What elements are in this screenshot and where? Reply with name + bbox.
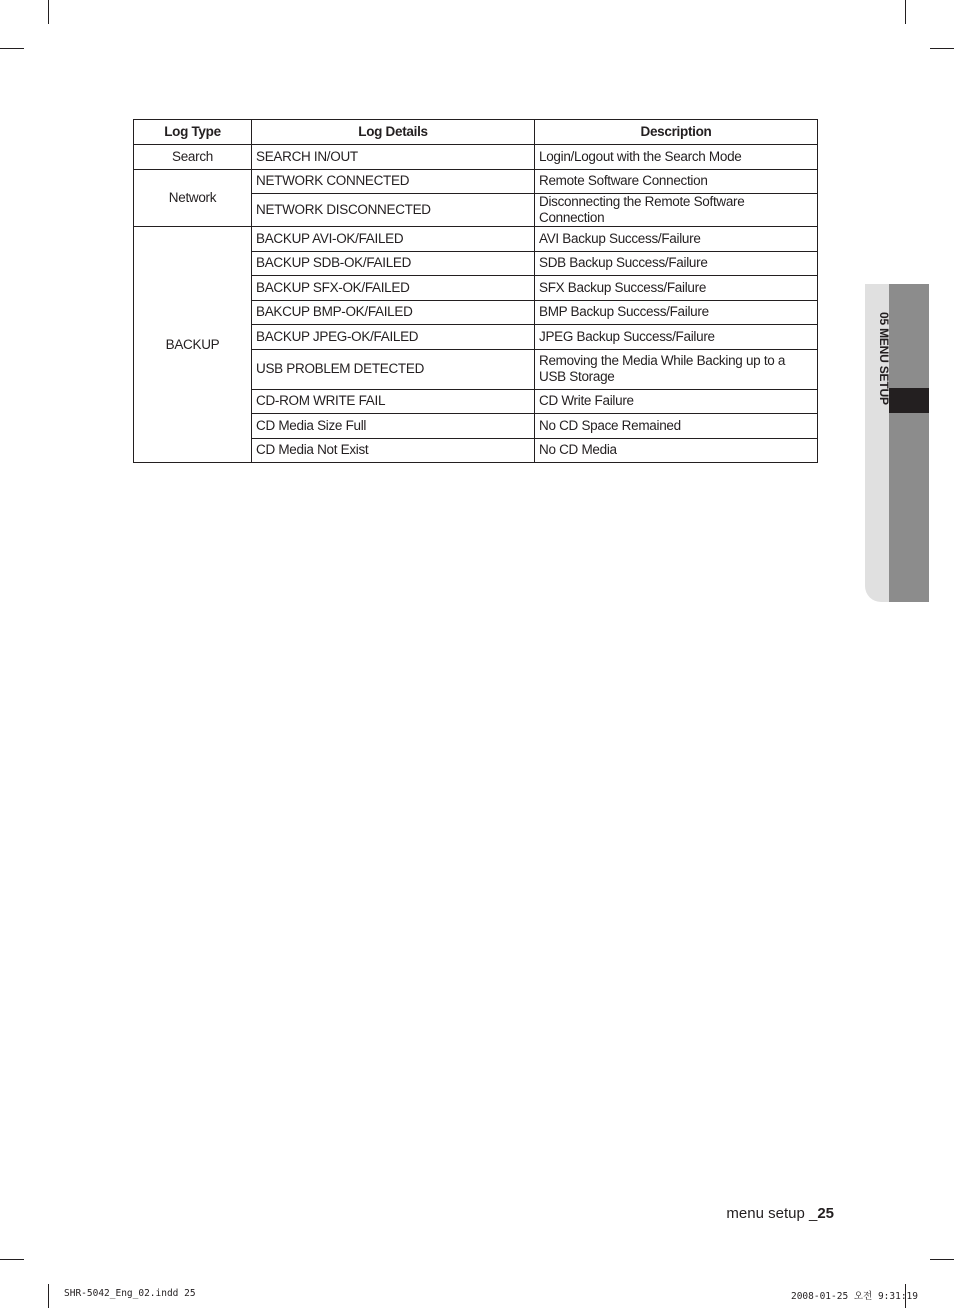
log-details-cell: SEARCH IN/OUT	[252, 145, 535, 170]
print-slug-date: 2008-01-25 오전 9:31:19	[790, 1291, 918, 1302]
log-details-cell: BAKCUP BMP-OK/FAILED	[252, 300, 535, 325]
chapter-tab-bar	[889, 284, 929, 602]
table-row	[134, 145, 818, 170]
page-number: 25	[817, 1205, 834, 1222]
log-details-cell: NETWORK DISCONNECTED	[252, 194, 535, 227]
table-header-row	[134, 120, 818, 145]
crop-mark	[0, 48, 24, 49]
description-cell: SFX Backup Success/Failure	[535, 276, 818, 301]
header-log-details: Log Details	[252, 120, 535, 145]
description-cell: Login/Logout with the Search Mode	[535, 145, 818, 170]
log-details-cell: NETWORK CONNECTED	[252, 169, 535, 194]
log-type-table	[133, 119, 818, 463]
description-cell: SDB Backup Success/Failure	[535, 251, 818, 276]
crop-mark	[48, 0, 49, 24]
crop-mark	[930, 48, 954, 49]
log-details-cell: BACKUP SFX-OK/FAILED	[252, 276, 535, 301]
log-type-cell: Search	[134, 145, 252, 170]
page-footer	[726, 1205, 834, 1222]
description-cell: AVI Backup Success/Failure	[535, 227, 818, 252]
table-row	[134, 169, 818, 194]
crop-mark	[48, 1284, 49, 1308]
crop-mark	[0, 1259, 24, 1260]
crop-mark	[905, 0, 906, 24]
description-cell: No CD Media	[535, 438, 818, 463]
description-cell: Remote Software Connection	[535, 169, 818, 194]
log-details-cell: BACKUP AVI-OK/FAILED	[252, 227, 535, 252]
log-details-cell: BACKUP JPEG-OK/FAILED	[252, 325, 535, 350]
log-type-cell: Network	[134, 169, 252, 227]
table-row	[134, 227, 818, 252]
description-cell: CD Write Failure	[535, 389, 818, 414]
footer-section-label: menu setup _	[726, 1205, 818, 1222]
header-description: Description	[535, 120, 818, 145]
description-cell: BMP Backup Success/Failure	[535, 300, 818, 325]
log-details-cell: CD-ROM WRITE FAIL	[252, 389, 535, 414]
log-details-cell: CD Media Not Exist	[252, 438, 535, 463]
description-cell: Disconnecting the Remote Software Connection	[535, 194, 818, 227]
header-log-type: Log Type	[134, 120, 252, 145]
chapter-tab-marker	[889, 388, 929, 413]
description-cell: No CD Space Remained	[535, 414, 818, 439]
description-cell: Removing the Media While Backing up to a USB Storage	[535, 349, 818, 389]
description-cell: JPEG Backup Success/Failure	[535, 325, 818, 350]
log-type-cell: BACKUP	[134, 227, 252, 463]
log-details-cell: USB PROBLEM DETECTED	[252, 349, 535, 389]
crop-mark	[930, 1259, 954, 1260]
log-details-cell: CD Media Size Full	[252, 414, 535, 439]
log-details-cell: BACKUP SDB-OK/FAILED	[252, 251, 535, 276]
print-slug-file: SHR-5042_Eng_02.indd 25	[64, 1288, 196, 1299]
chapter-tab-label: 05 MENU SETUP	[877, 312, 891, 405]
